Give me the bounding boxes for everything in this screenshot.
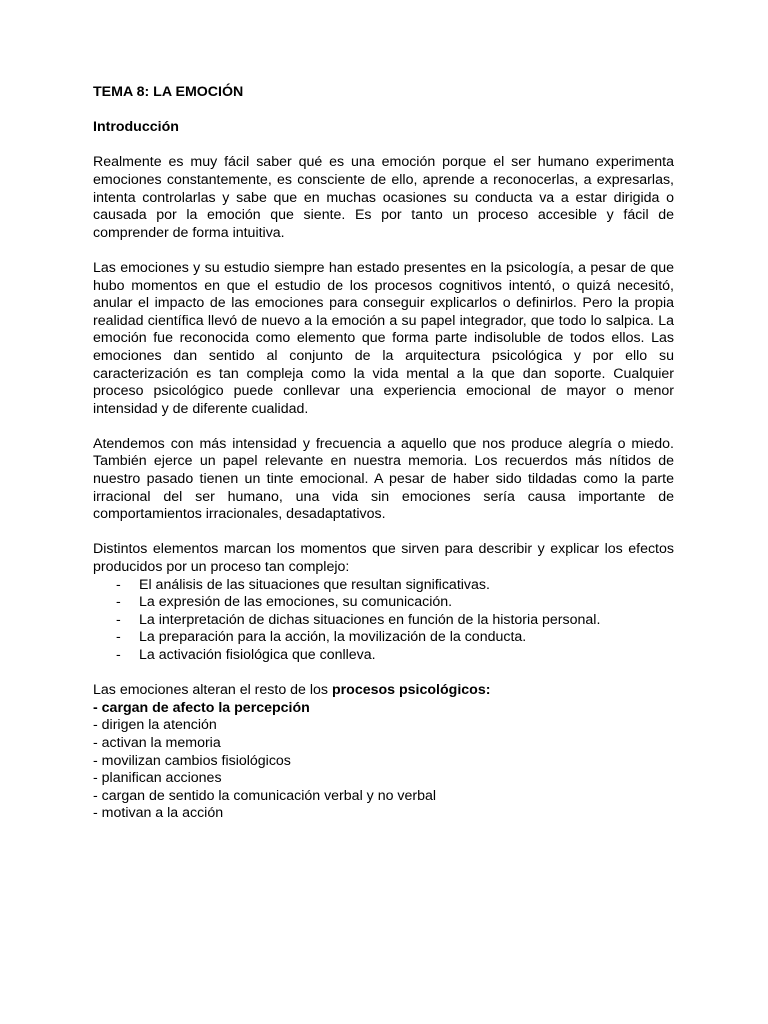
document-title: TEMA 8: LA EMOCIÓN: [93, 84, 244, 100]
list-item: - La interpretación de dichas situaciones en función de la historia personal.: [116, 611, 601, 628]
effects-list: [93, 700, 674, 823]
list-item: - movilizan cambios fisiológicos: [93, 752, 291, 769]
list-item: - La preparación para la acción, la movilización de la conducta.: [116, 629, 527, 646]
paragraph-attention: Atendemos con más intensidad y frecuencia a aquello que nos produce alegría o miedo. También ejerce un papel relevante en nuestra memoria. Los recuerdos más nítidos de nuestro pasado tienen un tinte emocional. A pesar de haber sido tildadas como la parte irracional del ser humano, una vida sin emociones sería causa importante de comportamientos irracionales, desadaptativos.: [93, 435, 674, 523]
dash-marker: -: [116, 611, 121, 628]
section-heading: Introducción: [93, 119, 179, 136]
elements-list: [93, 577, 674, 665]
list-item: - La expresión de las emociones, su comunicación.: [116, 594, 453, 611]
list-item: - La activación fisiológica que conlleva.: [116, 647, 376, 663]
list-item: - cargan de sentido la comunicación verbal y no verbal: [93, 787, 437, 804]
paragraph-intro: Realmente es muy fácil saber qué es una emoción porque el ser humano experimenta emociones constantemente, es consciente de ello, aprende a reconocerlas, a expresarlas, intenta controlarlas y sabe que en muchas ocasiones su conducta va a estar dirigida o causada por la emoción que siente. Es por tanto un proceso accesible y fácil de comprender de forma intuitiva.: [93, 154, 674, 241]
effects-intro: Las emociones alteran el resto de los procesos psicológicos:: [93, 682, 491, 699]
paragraph-elements-intro: Distintos elementos marcan los momentos que sirven para describir y explicar los efectos producidos por un proceso tan complejo:: [93, 541, 674, 576]
list-item: - motivan a la acción: [93, 805, 224, 822]
dash-marker: -: [116, 594, 121, 611]
dash-marker: -: [116, 576, 121, 593]
list-item: - activan la memoria: [93, 734, 221, 751]
dash-marker: -: [116, 647, 121, 663]
list-item: - planifican acciones: [93, 770, 222, 787]
dash-marker: -: [116, 629, 121, 646]
paragraph-history: Las emociones y su estudio siempre han estado presentes en la psicología, a pesar de que hubo momentos en que el estudio de los procesos cognitivos intentó, o quizá necesitó, anular el impacto de las emociones para conseguir explicarlos o definirlos. Pero la propia realidad científica llevó de nuevo a la emoción a su papel integrador, que todo lo salpica. La emoción fue reconocida como elemento que forma parte indisoluble de todos ellos. Las emociones dan sentido al conjunto de la arquitectura psicológica y por ello su caracterización es tan compleja como la vida mental a la que dan soporte. Cualquier proceso psicológico puede conllevar una experiencia emocional de mayor o menor intensidad y de diferente cualidad.: [93, 259, 674, 417]
document-page: [93, 84, 674, 823]
effects-intro-bold: procesos psicológicos:: [331, 682, 491, 699]
list-item: - cargan de afecto la percepción: [93, 699, 310, 716]
list-item: - El análisis de las situaciones que resultan significativas.: [116, 576, 490, 593]
list-item: - dirigen la atención: [93, 717, 217, 734]
